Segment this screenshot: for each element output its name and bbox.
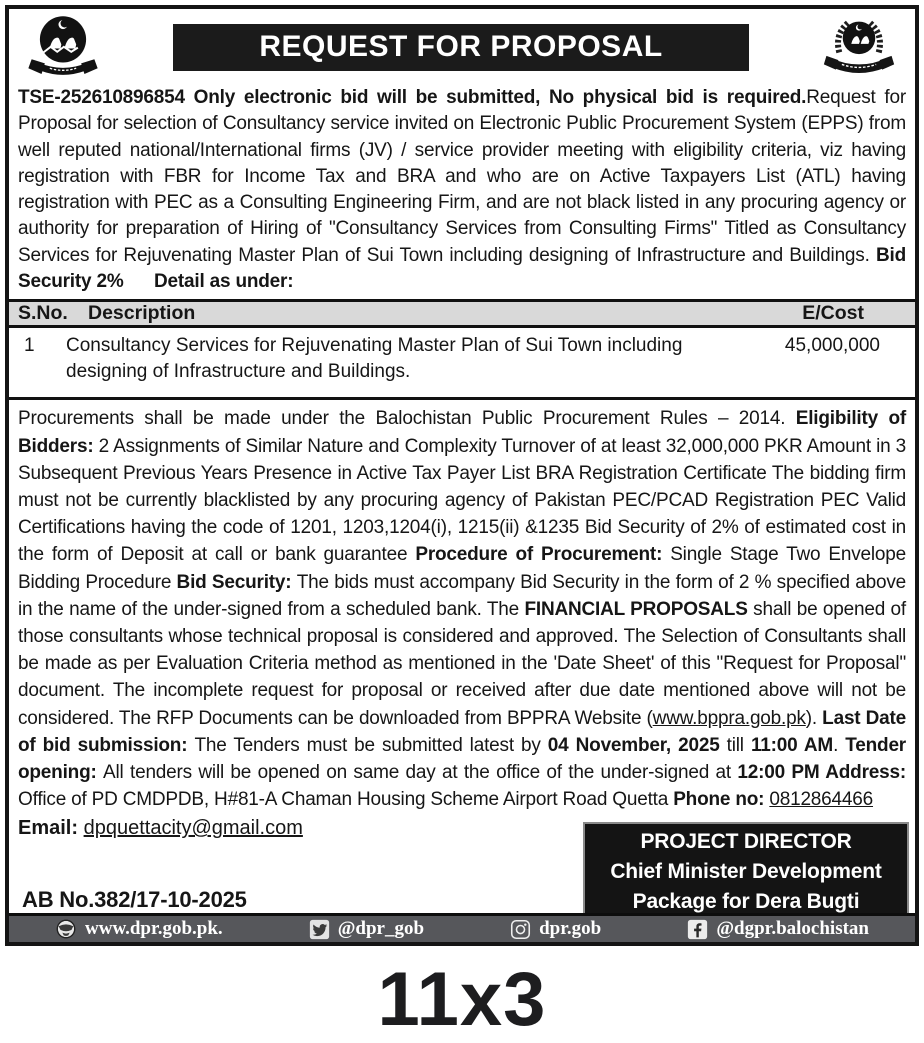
footer-twitter-label: @dpr_gob xyxy=(337,918,425,939)
footer-website-label: www.dpr.gob.pk. xyxy=(85,918,223,939)
ab-number: AB No.382/17-10-2025 xyxy=(22,887,247,912)
footer-instagram-label: dpr.gob xyxy=(539,918,602,939)
balochistan-government-logo xyxy=(811,13,907,85)
footer-strip xyxy=(9,913,915,942)
cell-sno: 1 xyxy=(24,335,35,357)
municipal-corporation-logo xyxy=(17,13,109,79)
facebook-icon xyxy=(687,919,708,940)
footer-facebook xyxy=(687,918,869,940)
twitter-icon xyxy=(309,919,330,940)
page-title: REQUEST FOR PROPOSAL xyxy=(259,30,663,63)
ad-size-label: 11x3 xyxy=(377,957,547,1042)
signature-org-line-1: Chief Minister Development xyxy=(610,860,882,883)
col-header-cost: E/Cost xyxy=(802,302,864,325)
signature-org-line-2: Package for Dera Bugti xyxy=(632,890,860,913)
title-banner xyxy=(173,24,749,71)
signature-title: PROJECT DIRECTOR xyxy=(640,830,852,853)
email-label: Email: xyxy=(18,817,79,840)
footer-instagram xyxy=(510,918,601,940)
instagram-icon xyxy=(510,919,531,940)
cell-cost: 45,000,000 xyxy=(784,335,880,357)
cost-table xyxy=(9,299,915,400)
intro-paragraph: TSE-252610896854 Only electronic bid will be submitted, No physical bid is required.Request for Proposal for selection of Consultancy service invited on Electronic Public Procurement System (EPPS) from well reputed national/International firms (JV) / service provider meeting with eligibility criteria, viz having registration with FBR for Income Tax and BRA and who are on Active Taxpayers List (ATL) having registration with PEC as a Consulting Engineering Firm, and are not black listed in any procuring agency or authority for preparation of Hiring of "Consultancy Services from Consulting Firms" Titled as Consultancy Services for Rejuvenating Master Plan of Sui Town including designing of Infrastructure and Buildings. Bid Security 2% Detail as under: xyxy=(18,87,906,293)
footer-twitter xyxy=(309,918,424,940)
footer-facebook-label: @dgpr.balochistan xyxy=(716,918,869,939)
table-header-row xyxy=(9,299,915,328)
col-header-description: Description xyxy=(88,302,196,325)
table-row xyxy=(9,328,915,400)
signature-box xyxy=(583,822,909,922)
header xyxy=(9,9,915,79)
terms-paragraph: Procurements shall be made under the Balochistan Public Procurement Rules – 2014. Eligibility of Bidders: 2 Assignments of Similar Nature and Complexity Turnover of at least 32,000,000 PKR Amount in 3 Subsequent Previous Years Presence in Active Tax Payer List BRA Registration Certificate The bidding firm must not be currently blacklisted by any procuring agency of Pakistan PEC/PCAD Registration PEC Valid Certifications having the code of 1201, 1203,1204(i), 1215(ii) &1235 Bid Security of 2% of estimated cost in the form of Deposit at call or bank guarantee Procedure of Procurement: Single Stage Two Envelope Bidding Procedure Bid Security: The bids must accompany Bid Security in the form of 2 % specified above in the name of the under-signed from a scheduled bank. The FINANCIAL PROPOSALS shall be opened of those consultants whose technical proposal is considered and approved. The Selection of Consultants shall be made as per Evaluation Criteria method as mentioned in the 'Date Sheet' of this "Request for Proposal" document. The incomplete request for proposal or received after due date mentioned above will not be considered. The RFP Documents can be downloaded from BPPRA Website (www.bppra.gob.pk). Last Date of bid submission: The Tenders must be submitted latest by 04 November, 2025 till 11:00 AM. Tender opening: All tenders will be opened on same day at the office of the under-signed at 12:00 PM Address: Office of PD CMDPDB, H#81-A Chaman Housing Scheme Airport Road Quetta Phone no: 0812864466 xyxy=(18,408,907,811)
tender-advertisement xyxy=(5,5,919,946)
email-address: dpquettacity@gmail.com xyxy=(83,817,303,840)
globe-icon xyxy=(55,918,77,940)
cell-description: Consultancy Services for Rejuvenating Master Plan of Sui Town including designing of Infrastructure and Buildings. xyxy=(66,335,683,383)
col-header-sno: S.No. xyxy=(18,302,68,325)
footer-website xyxy=(55,918,223,940)
